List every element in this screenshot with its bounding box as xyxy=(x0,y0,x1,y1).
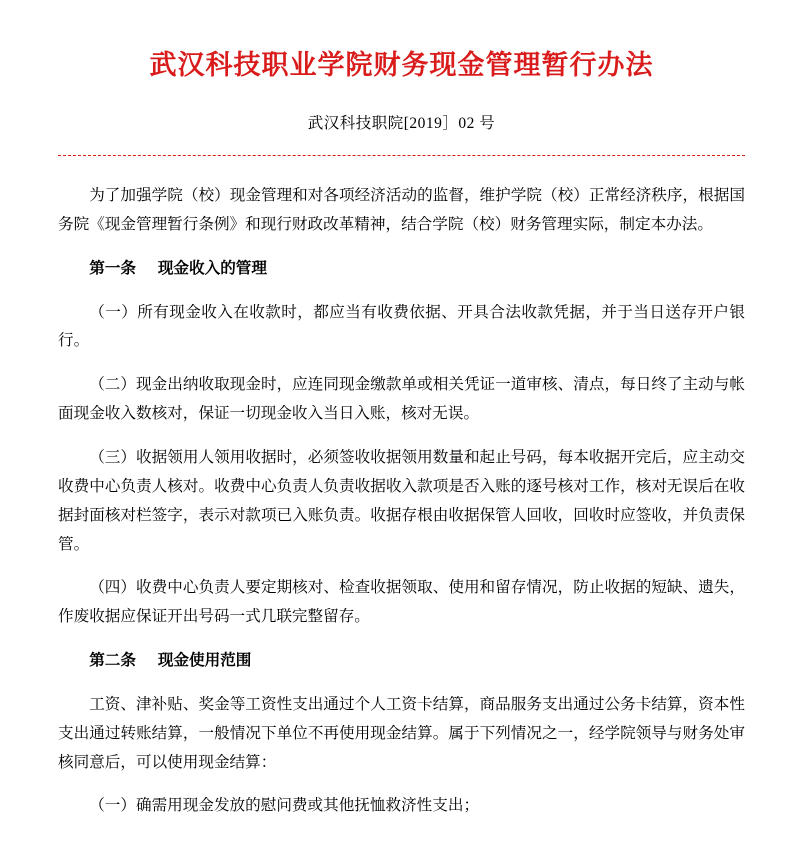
section-heading-label: 第二条 xyxy=(89,652,136,670)
body-paragraph: 工资、津补贴、奖金等工资性支出通过个人工资卡结算，商品服务支出通过公务卡结算，资本性支出通过转账结算，一般情况下单位不再使用现金结算。属于下列情况之一，经学院领导与财务处审核同意后，可以使用现金结算： xyxy=(58,695,745,771)
red-divider-line xyxy=(58,155,745,156)
document-body xyxy=(58,182,745,821)
body-paragraph: （一）确需用现金发放的慰问费或其他抚恤救济性支出； xyxy=(89,797,480,815)
section-heading-text: 现金使用范围 xyxy=(157,652,252,670)
section-heading xyxy=(58,647,745,676)
body-paragraph: （三）收据领用人领用收据时，必须签收收据领用数量和起止号码，每本收据开完后，应主动交收费中心负责人核对。收费中心负责人负责收据收入款项是否入账的逐号核对工作，核对无误后在收据封面核对栏签字，表示对款项已入账负责。收据存根由收据保管人回收，回收时应签收，并负责保管。 xyxy=(58,449,745,553)
section-heading-text: 现金收入的管理 xyxy=(157,259,267,277)
body-paragraph: （一）所有现金收入在收款时，都应当有收费依据、开具合法收款凭据，并于当日送存开户银行。 xyxy=(58,303,745,350)
body-paragraph: 为了加强学院（校）现金管理和对各项经济活动的监督，维护学院（校）正常经济秩序，根据国务院《现金管理暂行条例》和现行财政改革精神，结合学院（校）财务管理实际，制定本办法。 xyxy=(58,187,745,233)
section-heading xyxy=(58,255,745,284)
section-heading-label: 第一条 xyxy=(89,259,136,277)
document-number: 武汉科技职院[2019］02 号 xyxy=(307,115,496,133)
page-title: 武汉科技职业学院财务现金管理暂行办法 xyxy=(149,50,654,80)
body-paragraph: （四）收费中心负责人要定期核对、检查收据领取、使用和留存情况，防止收据的短缺、遗失，作废收据应保证开出号码一式几联完整留存。 xyxy=(58,579,745,626)
body-paragraph: （二）现金出纳收取现金时，应连同现金缴款单或相关凭证一道审核、清点，每日终了主动与帐面现金收入数核对，保证一切现金收入当日入账，核对无误。 xyxy=(58,376,745,423)
